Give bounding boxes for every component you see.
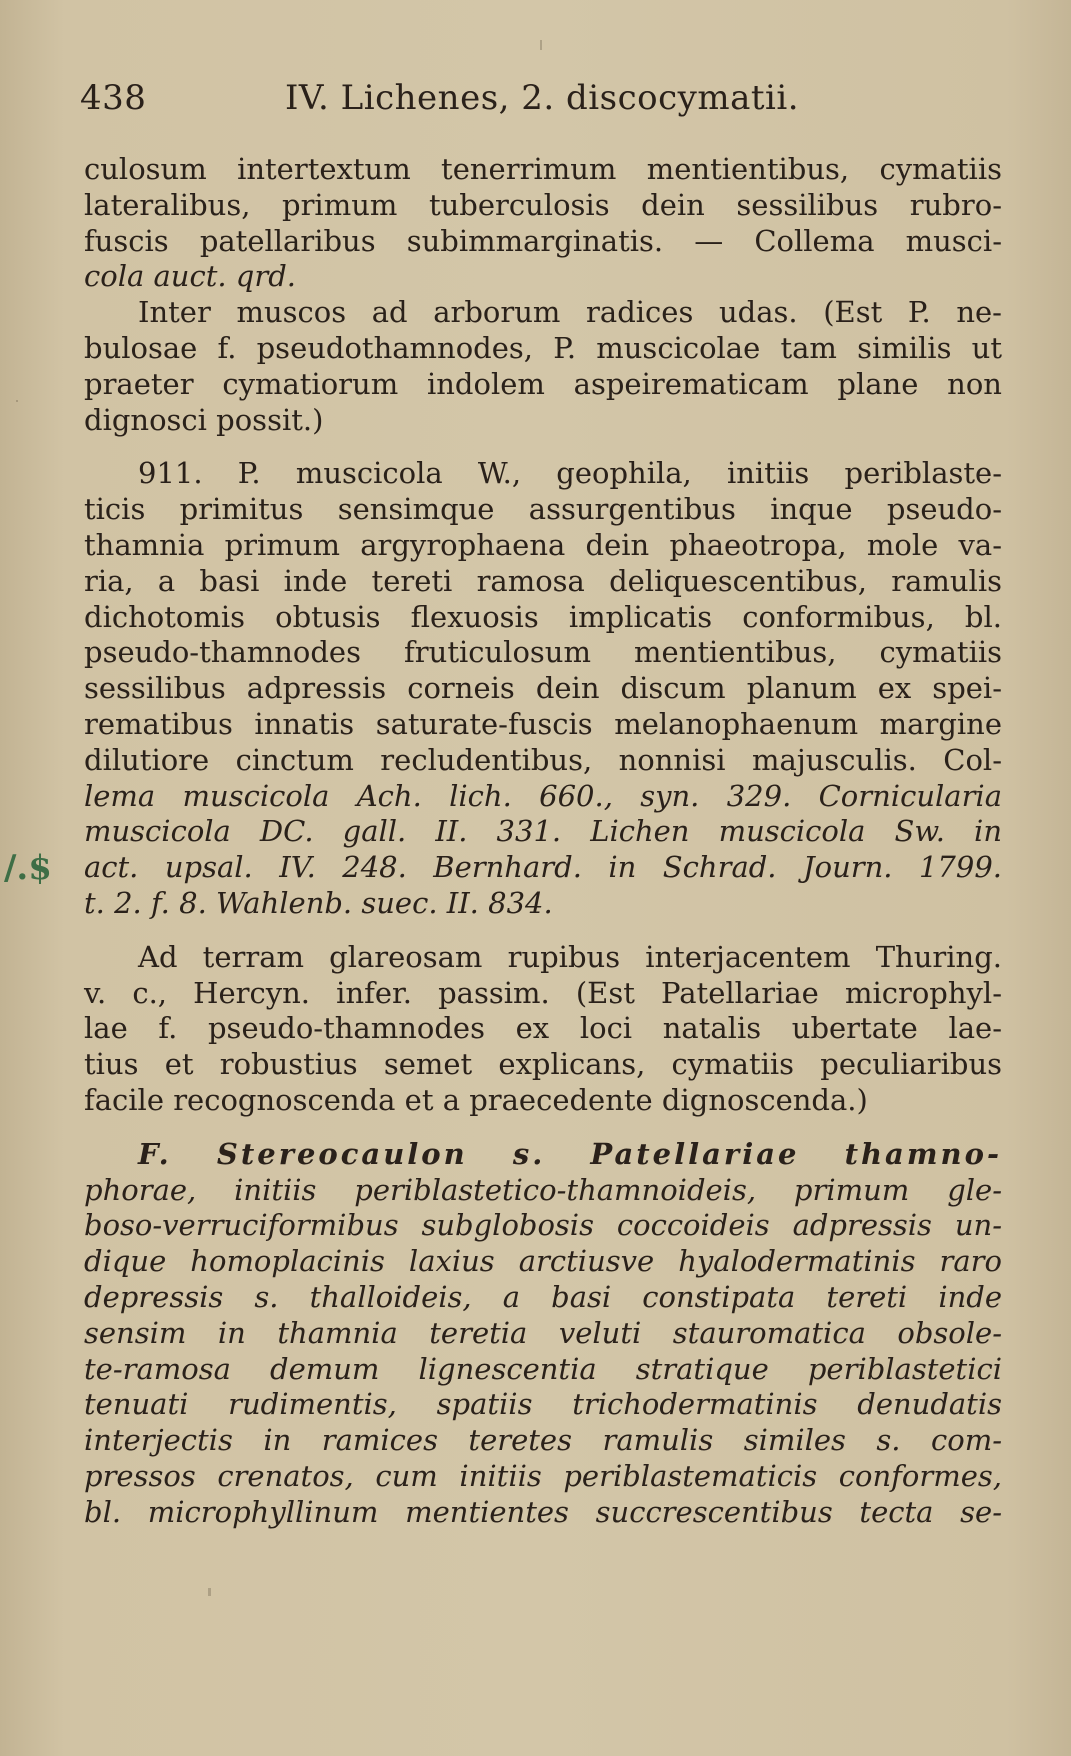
text-line: phorae, initiis periblastetico-thamnoideis, primum gle- <box>84 1172 1002 1207</box>
text-line: bl. microphyllinum mentientes succrescentibus tecta se- <box>84 1494 1002 1529</box>
text-line: dignosci possit.) <box>84 402 324 437</box>
text-line: rematibus innatis saturate-fuscis melanophaenum margine <box>84 706 1002 741</box>
text-line: ticis primitus sensimque assurgentibus inque pseudo- <box>84 492 1002 527</box>
margin-annotation: /.$ <box>4 848 52 888</box>
text-line: cola auct. qrd. <box>84 259 296 294</box>
text-line: t. 2. f. 8. Wahlenb. suec. II. 834. <box>84 885 553 920</box>
text-line: bulosae f. pseudothamnodes, P. muscicolae tam similis ut <box>84 330 1002 365</box>
text-line: lateralibus, primum tuberculosis dein sessilibus rubro- <box>84 187 1002 222</box>
text-line: sessilibus adpressis corneis dein discum planum ex spei- <box>84 671 1002 706</box>
paper-speck <box>540 40 542 50</box>
text-line: praeter cymatiorum indolem aspeirematicam plane non <box>84 366 1002 401</box>
text-line: boso-verruciformibus subglobosis coccoideis adpressis un- <box>84 1208 1002 1243</box>
text-line: pressos crenatos, cum initiis periblastematicis conformes, <box>84 1458 1002 1493</box>
text-line: facile recognoscenda et a praecedente dignoscenda.) <box>84 1082 868 1117</box>
text-line: Ad terram glareosam rupibus interjacentem Thuring. <box>138 939 1002 974</box>
text-line: pseudo-thamnodes fruticulosum mentientibus, cymatiis <box>84 635 1002 670</box>
paper-speck <box>16 400 18 402</box>
text-line: lae f. pseudo-thamnodes ex loci natalis ubertate lae- <box>84 1011 1002 1046</box>
text-line: tius et robustius semet explicans, cymatiis peculiaribus <box>84 1047 1002 1082</box>
text-line: fuscis patellaribus subimmarginatis. — Collema musci- <box>84 223 1002 258</box>
running-title: IV. Lichenes, 2. discocymatii. <box>285 78 800 118</box>
text-line: culosum intertextum tenerrimum mentientibus, cymatiis <box>84 152 1002 186</box>
text-line: depressis s. thalloideis, a basi constipata tereti inde <box>84 1279 1002 1314</box>
text-line: thamnia primum argyrophaena dein phaeotropa, mole va- <box>84 527 1002 562</box>
text-line: tenuati rudimentis, spatiis trichodermatinis denudatis <box>84 1387 1002 1422</box>
text-line: te-ramosa demum lignescentia stratique periblastetici <box>84 1351 1002 1386</box>
text-line: sensim in thamnia teretia veluti stauromatica obsole- <box>84 1315 1002 1350</box>
text-line: act. upsal. IV. 248. Bernhard. in Schrad. Journ. 1799. <box>84 850 1002 885</box>
text-line: ria, a basi inde tereti ramosa deliquescentibus, ramulis <box>84 563 1002 598</box>
page-number: 438 <box>80 78 147 118</box>
page-header <box>80 78 1000 128</box>
species-entry-heading: 911. P. muscicola W., geophila, initiis periblaste- <box>138 456 1002 491</box>
text-line: lema muscicola Ach. lich. 660., syn. 329. Cornicularia <box>84 778 1002 813</box>
text-line: muscicola DC. gall. II. 331. Lichen muscicola Sw. in <box>84 814 1002 849</box>
text-line: Inter muscos ad arborum radices udas. (Est P. ne- <box>138 295 1002 330</box>
paper-speck <box>208 1588 211 1596</box>
text-line: v. c., Hercyn. infer. passim. (Est Patellariae microphyl- <box>84 975 1002 1010</box>
text-line: dichotomis obtusis flexuosis implicatis conformibus, bl. <box>84 599 1002 634</box>
body-text <box>84 152 1002 1530</box>
text-line: dilutiore cinctum recludentibus, nonnisi majusculis. Col- <box>84 742 1002 777</box>
text-line: interjectis in ramices teretes ramulis similes s. com- <box>84 1423 1002 1458</box>
form-entry-heading: F. Stereocaulon s. Patellariae thamno- <box>138 1136 1002 1171</box>
text-line: dique homoplacinis laxius arctiusve hyalodermatinis raro <box>84 1244 1002 1279</box>
